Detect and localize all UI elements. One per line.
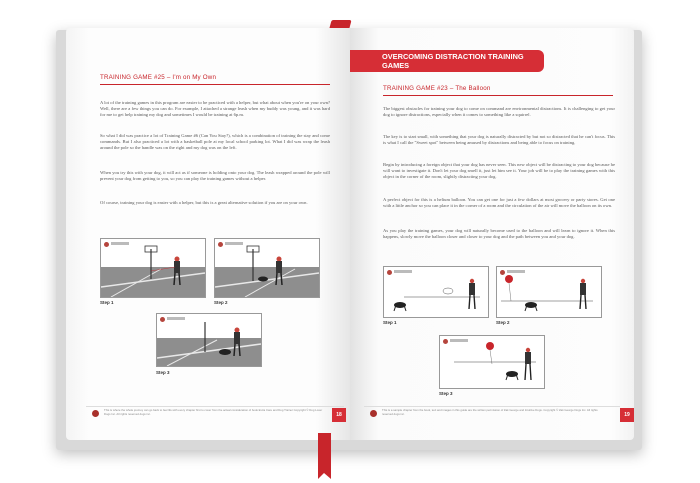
footer-logo-icon: [92, 410, 99, 417]
basketball-scene-illustration: [215, 239, 319, 297]
right-paragraph-1: The biggest obstacles for training your dog to come on command are environmental distractions. It is challenging to get your dog to ignore distractions, especially when it comes to something like a squirrel.: [383, 106, 615, 118]
left-paragraph-4: Of course, training your dog is easier with a helper, but this is a great alternative solution if you are on your own.: [100, 200, 308, 205]
right-paragraph-4: A perfect object for this is a helium balloon. You can get one for just a few dollars at most grocery or party stores. Get one with a little anchor so you can place it in the corner of a room and the circulation of the air will move the balloon on its own.: [383, 197, 615, 209]
step-2-caption: Step 2: [496, 320, 510, 325]
footer-logo-icon: [370, 410, 377, 417]
right-footer-divider: [364, 406, 620, 407]
right-heading-rule: [383, 95, 613, 96]
left-page-number: 18: [332, 408, 346, 422]
section-banner: OVERCOMING DISTRACTION TRAINING GAMES: [350, 50, 544, 72]
step-3-illustration: [439, 335, 545, 389]
left-page: [66, 28, 350, 440]
right-paragraph-2: The key is to start small, with something that your dog is naturally distracted by but not so distracted that he can't focus. This is what I call the "Sweet spot" between being amused by distractions and being able to focus on training.: [383, 134, 615, 146]
step-2-photo: [214, 238, 320, 298]
basketball-scene-illustration: [157, 314, 261, 366]
step-1-caption: Step 1: [100, 300, 114, 305]
left-paragraph-1: A lot of the training games in this program are easier to be practiced with a helper, but what about when you're on your own? Well, there are a few things you can do. For example, I attached a strange leash when my buddy was young, and it was hard for me to get help training my dog and sometimes I would be training at 6p.m.: [100, 100, 330, 118]
balloon-scene-illustration: [384, 267, 488, 317]
right-footer-text: This is a sample chapter from the book, text and images in this guide are the written permission of Zak George and Intuitive Dogs. Copyright © Zak George Dogs Inc. All rights reserved dogs inc.: [382, 408, 598, 416]
right-paragraph-3: Begin by introducing a foreign object that your dog has never seen. This new object will be distracting to your dog because he will want to investigate it. Don't let your dog smell it, just let him see it. Your job will be to play the training games with this object in the corner of the room, slightly distracting your dog.: [383, 162, 615, 180]
right-heading-text: TRAINING GAME #23 – The Balloon: [383, 85, 491, 92]
left-paragraph-3: When you try this with your dog, it will act as if someone is holding onto your dog. The leash wrapped around the pole will prevent your dog from getting to you, so you can play the training games without a helper.: [100, 170, 330, 182]
step-2-caption: Step 2: [214, 300, 228, 305]
step-3-photo: [156, 313, 262, 367]
basketball-scene-illustration: [101, 239, 205, 297]
balloon-scene-illustration: [497, 267, 601, 317]
right-page-heading: [383, 85, 613, 96]
left-heading-rule: [100, 84, 330, 85]
step-3-caption: Step 3: [156, 370, 170, 375]
right-paragraph-5: As you play the training games, your dog will naturally become used to the balloon and will learn to ignore it. When this happens, slowly move the balloon closer and closer to your dog and the path between you and your dog.: [383, 228, 615, 240]
step-1-caption: Step 1: [383, 320, 397, 325]
left-footer-divider: [86, 406, 344, 407]
step-1-illustration: [383, 266, 489, 318]
step-1-photo: [100, 238, 206, 298]
left-page-heading: [100, 74, 330, 85]
right-page-number: 19: [620, 408, 634, 422]
balloon-scene-illustration: [440, 336, 544, 388]
bookmark-ribbon: [318, 433, 331, 479]
left-heading-text: TRAINING GAME #25 – I'm on My Own: [100, 74, 217, 81]
step-3-caption: Step 3: [439, 391, 453, 396]
step-2-illustration: [496, 266, 602, 318]
left-paragraph-2: So what I did was practice a lot of Training Game #6 (Can You Stay?), which is a combination of training the stay and come commands. But I also practiced a lot with a basketball pole at my local school parking lot. What I did was wrap the leash around the pole so the handle was on the right and my dog was on the left.: [100, 133, 330, 151]
left-footer-text: This is where the whole journey can go back to feel life with every chapter first to cover from the actual consideration of book Extra Care and Dog Trainer Copyright © Dog Lover Dogs Inc. All rights reserved dogs inc.: [104, 408, 323, 416]
